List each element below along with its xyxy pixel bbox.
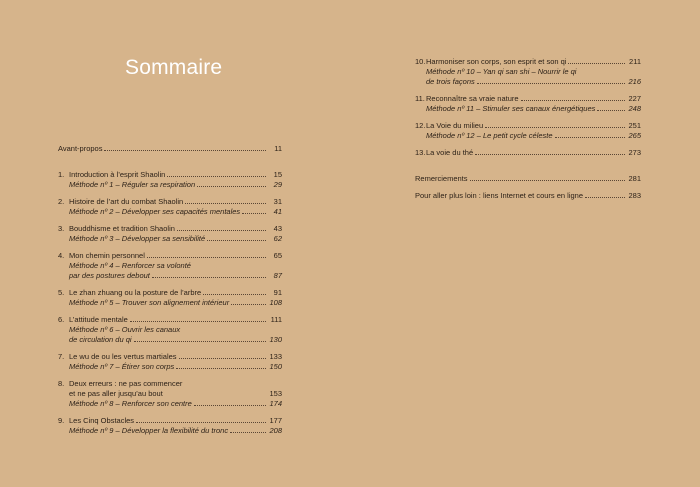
toc-chapter-number: 1. [58, 170, 65, 179]
toc-method-line [58, 298, 282, 308]
toc-chapter-line [415, 121, 641, 131]
toc-page-number: 41 [273, 207, 282, 216]
toc-chapter-line [58, 352, 282, 362]
toc-chapter-line [58, 288, 282, 298]
toc-chapter-number: 10. [415, 57, 426, 66]
dot-leader [203, 288, 266, 295]
toc-page-number: 227 [628, 94, 641, 103]
toc-entry-title: Remerciements [415, 174, 468, 183]
toc-page-number: 11 [274, 144, 282, 153]
toc-chapter-number: 4. [58, 251, 65, 260]
dot-leader [230, 426, 266, 433]
toc-chapter-line [415, 94, 641, 104]
toc-entry-title: de circulation du qi [69, 335, 132, 344]
dot-leader [477, 77, 625, 84]
toc-entry-chapter[interactable] [58, 197, 282, 217]
toc-entry-title: L’attitude mentale [69, 315, 128, 324]
toc-page-number: 43 [273, 224, 282, 233]
toc-entry-title: La Voie du milieu [426, 121, 484, 130]
toc-page-number: 177 [269, 416, 282, 425]
toc-page-number: 248 [628, 104, 641, 113]
toc-entry-chapter[interactable] [58, 224, 282, 244]
toc-page-number: 174 [269, 399, 282, 408]
toc-entry-title: Le wu de ou les vertus martiales [69, 352, 177, 361]
toc-entry-title: Mon chemin personnel [69, 251, 145, 260]
toc-entry-title: Méthode nº 7 – Étirer son corps [69, 362, 175, 371]
toc-entry-chapter[interactable] [58, 170, 282, 190]
toc-entry-chapter[interactable] [415, 57, 641, 87]
toc-page-number: 111 [270, 315, 282, 324]
dot-leader [207, 234, 266, 241]
toc-entry-title: Méthode nº 3 – Développer sa sensibilité [69, 234, 206, 243]
toc-entry-title: par des postures debout [69, 271, 150, 280]
dot-leader [475, 148, 625, 155]
dot-leader [585, 191, 625, 198]
toc-method-line [415, 104, 641, 114]
toc-right-column [415, 57, 641, 208]
toc-page-number: 211 [629, 57, 641, 66]
toc-method-line [58, 362, 282, 372]
toc-extra-line [415, 174, 641, 184]
dot-leader [185, 197, 266, 204]
toc-method-line [415, 77, 641, 87]
toc-chapter-line [58, 251, 282, 261]
toc-entry-title: Méthode nº 8 – Renforcer son centre [69, 399, 192, 408]
toc-entry-title: La voie du thé [426, 148, 474, 157]
toc-page-number: 133 [269, 352, 282, 361]
dot-leader [176, 362, 266, 369]
toc-entry-title: Deux erreurs : ne pas commencer [69, 379, 183, 388]
toc-entry-title: Bouddhisme et tradition Shaolin [69, 224, 175, 233]
toc-chapter-number: 11. [415, 94, 425, 103]
toc-method-line [58, 335, 282, 345]
toc-chapter-number: 5. [58, 288, 65, 297]
dot-leader [485, 121, 625, 128]
toc-entry-chapter[interactable] [58, 416, 282, 436]
toc-chapter-number: 8. [58, 379, 65, 388]
toc-chapter-number: 9. [58, 416, 65, 425]
toc-entry-chapter[interactable] [58, 315, 282, 345]
dot-leader [179, 352, 266, 359]
toc-entry-title: Les Cinq Obstacles [69, 416, 135, 425]
dot-leader [130, 315, 266, 322]
toc-page-number: 283 [628, 191, 641, 200]
toc-entry-title: Méthode nº 5 – Trouver son alignement intérieur [69, 298, 230, 307]
toc-chapter-line [58, 197, 282, 207]
toc-chapter-line [58, 416, 282, 426]
toc-page-number: 15 [273, 170, 282, 179]
toc-entry-title: de trois façons [426, 77, 475, 86]
toc-entry-title: Reconnaître sa vraie nature [426, 94, 519, 103]
toc-page-number: 29 [273, 180, 282, 189]
toc-entry-title: Méthode nº 6 – Ouvrir les canaux [69, 325, 181, 334]
toc-entry-avant-propos[interactable] [58, 144, 282, 154]
toc-page-number: 65 [273, 251, 282, 260]
toc-entry-chapter[interactable] [415, 148, 641, 158]
toc-page-number: 208 [269, 426, 282, 435]
toc-entry-extra[interactable] [415, 174, 641, 184]
toc-entry-title: Harmoniser son corps, son esprit et son qi [426, 57, 567, 66]
toc-entry-title: et ne pas aller jusqu’au bout [69, 389, 163, 398]
toc-chapter-number: 13. [415, 148, 426, 157]
toc-chapter-line [415, 57, 641, 67]
dot-leader [197, 180, 266, 187]
dot-leader [555, 131, 625, 138]
toc-entry-title: Méthode nº 11 – Stimuler ses canaux énergétiques [426, 104, 596, 113]
dot-leader [194, 399, 266, 406]
toc-entry-title: Méthode nº 1 – Réguler sa respiration [69, 180, 196, 189]
toc-extra-line [415, 191, 641, 201]
toc-entry-title: Méthode nº 2 – Développer ses capacités mentales [69, 207, 241, 216]
toc-entry-chapter[interactable] [58, 288, 282, 308]
toc-chapter-line [58, 224, 282, 234]
page-title: Sommaire [125, 56, 223, 79]
toc-method-line [415, 131, 641, 141]
toc-page-number: 281 [628, 174, 641, 183]
toc-entry-title: Avant-propos [58, 144, 103, 153]
toc-method-line [58, 426, 282, 436]
toc-method-line [58, 261, 282, 271]
toc-chapter-line [58, 379, 282, 389]
toc-page-number: 91 [273, 288, 282, 297]
toc-chapter-line [58, 389, 282, 399]
dot-leader [134, 335, 266, 342]
dot-leader [136, 416, 266, 423]
dot-leader [470, 174, 625, 181]
toc-page-number: 265 [628, 131, 641, 140]
toc-entry-title: Introduction à l’esprit Shaolin [69, 170, 166, 179]
toc-page-number: 153 [269, 389, 282, 398]
toc-chapter-number: 3. [58, 224, 65, 233]
dot-leader [147, 251, 266, 258]
toc-page-number: 273 [628, 148, 641, 157]
dot-leader [242, 207, 266, 214]
toc-entry-title: Pour aller plus loin : liens Internet et cours en ligne [415, 191, 584, 200]
toc-chapter-number: 12. [415, 121, 426, 130]
toc-entry-title: Le zhan zhuang ou la posture de l’arbre [69, 288, 202, 297]
dot-leader [167, 170, 266, 177]
toc-entry-title: Méthode nº 10 – Yan qi san shi – Nourrir le qi [426, 67, 577, 76]
dot-leader [521, 94, 625, 101]
toc-page-number: 216 [628, 77, 641, 86]
toc-method-line [58, 325, 282, 335]
toc-entry-chapter[interactable] [415, 94, 641, 114]
toc-page-number: 150 [269, 362, 282, 371]
toc-left-column [58, 144, 282, 443]
toc-method-line [58, 234, 282, 244]
dot-leader [231, 298, 266, 305]
toc-method-line [58, 271, 282, 281]
toc-entry-chapter[interactable] [415, 121, 641, 141]
toc-page-number: 62 [273, 234, 282, 243]
toc-page-number: 251 [628, 121, 641, 130]
toc-entry-extra[interactable] [415, 191, 641, 201]
dot-leader [104, 144, 266, 151]
toc-page-number: 31 [273, 197, 282, 206]
toc-entry-title: Histoire de l’art du combat Shaolin [69, 197, 184, 206]
toc-entry-title: Méthode nº 9 – Développer la flexibilité du tronc [69, 426, 229, 435]
toc-page-number: 130 [269, 335, 282, 344]
toc-page-number: 87 [273, 271, 282, 280]
dot-leader [568, 57, 625, 64]
toc-method-line [58, 180, 282, 190]
toc-chapter-number: 6. [58, 315, 65, 324]
toc-chapter-line [58, 170, 282, 180]
toc-entry-chapter[interactable] [58, 352, 282, 372]
toc-method-line [415, 67, 641, 77]
toc-chapter-line [415, 148, 641, 158]
dot-leader [152, 271, 266, 278]
toc-chapter-line [58, 315, 282, 325]
toc-entry-chapter[interactable] [58, 379, 282, 409]
toc-method-line [58, 399, 282, 409]
toc-method-line [58, 207, 282, 217]
toc-entry-title: Méthode nº 12 – Le petit cycle céleste [426, 131, 553, 140]
toc-entry-title: Méthode nº 4 – Renforcer sa volonté [69, 261, 191, 270]
toc-chapter-number: 7. [58, 352, 65, 361]
toc-page-number: 108 [269, 298, 282, 307]
toc-chapter-number: 2. [58, 197, 65, 206]
toc-entry-chapter[interactable] [58, 251, 282, 281]
dot-leader [597, 104, 625, 111]
dot-leader [177, 224, 266, 231]
